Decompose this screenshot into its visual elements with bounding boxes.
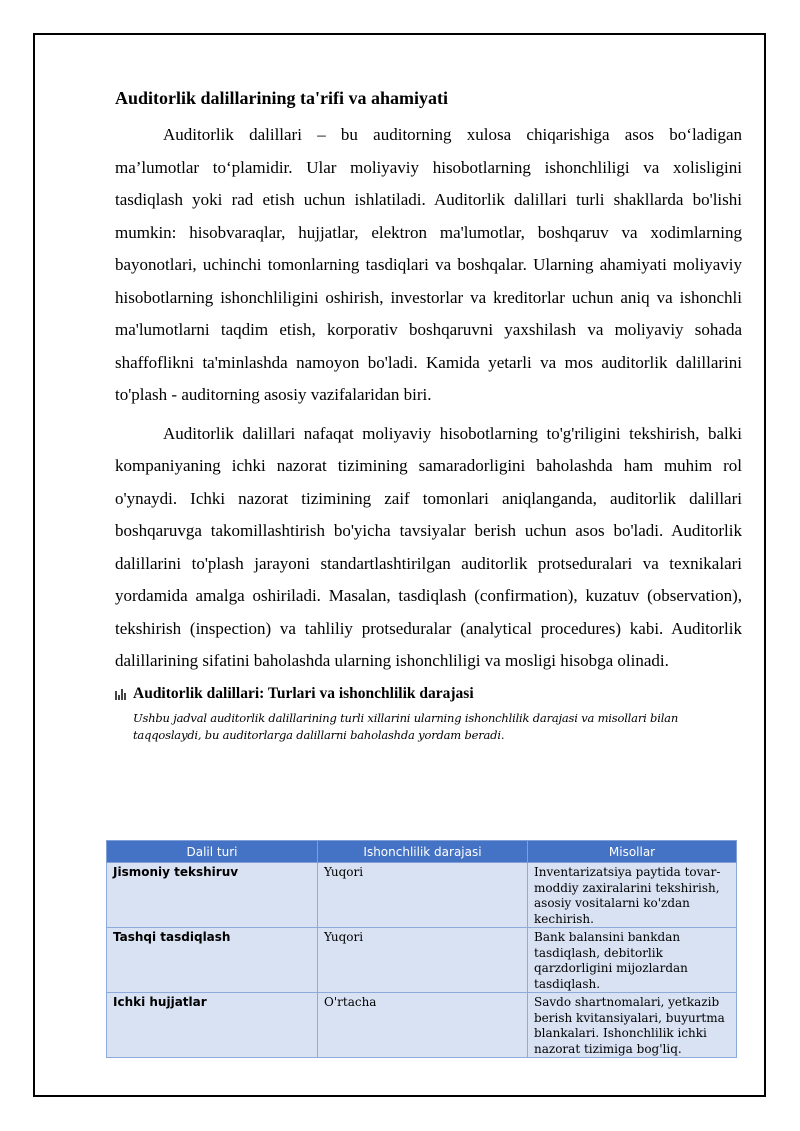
table-row: [107, 863, 737, 928]
table-section-title: [115, 684, 742, 704]
cell-level: Yuqori: [318, 928, 528, 993]
section-heading: Auditorlik dalillarining ta'rifi va ahamiyati: [115, 88, 449, 108]
cell-type: Tashqi tasdiqlash: [107, 928, 318, 993]
table-caption: Ushbu jadval auditorlik dalillarining turli xillarini ularning ishonchlilik darajasi va misollari bilan taqqoslaydi, bu auditorlarga dalillarni baholashda yordam beradi.: [133, 710, 679, 742]
bar-chart-icon: [115, 688, 127, 700]
document-body: [115, 83, 742, 744]
evidence-table: [106, 840, 737, 1058]
cell-level: O'rtacha: [318, 993, 528, 1058]
paragraph-2: Auditorlik dalillari nafaqat moliyaviy hisobotlarning to'g'riligini tekshirish, balki kompaniyaning ichki nazorat tizimining samaradorligini baholashda ham muhim rol o'ynaydi. Ichki nazorat tizimining zaif tomonlari aniqlanganda, auditorlik dalillari boshqaruvga takomillashtirish bo'yicha tavsiyalar berish uchun asos bo'ladi. Auditorlik dalillarini to'plash jarayoni standartlashtirilgan auditorlik protseduralari va texnikalari yordamida amalga oshiriladi. Masalan, tasdiqlash (confirmation), kuzatuv (observation), tekshirish (inspection) va tahliliy protseduralar (analytical procedures) kabi. Auditorlik dalillarining sifatini baholashda ularning ishonchliligi va mosligi hisobga olinadi.: [115, 423, 742, 670]
column-header-examples: Misollar: [528, 841, 737, 863]
table-row: [107, 928, 737, 993]
cell-examples: Inventarizatsiya paytida tovar-moddiy zaxiralarini tekshirish, asosiy vositalarni ko'zdan kechirish.: [528, 863, 737, 928]
cell-level: Yuqori: [318, 863, 528, 928]
cell-examples: Bank balansini bankdan tasdiqlash, debitorlik qarzdorligini mijozlardan tasdiqlash.: [528, 928, 737, 993]
paragraph-1: Auditorlik dalillari – bu auditorning xulosa chiqarishiga asos bo‘ladigan ma’lumotlar to‘plamidir. Ular moliyaviy hisobotlarning ishonchliligi va xolisligini tasdiqlash yoki rad etish uchun ishlatiladi. Auditorlik dalillari turli shakllarda bo'lishi mumkin: hisobvaraqlar, hujjatlar, elektron ma'lumotlar, boshqaruv va xodimlarning bayonotlari, uchinchi tomonlarning tasdiqlari va boshqalar. Ularning ahamiyati moliyaviy hisobotlarning ishonchliligini oshirish, investorlar va kreditorlar uchun aniq va ishonchli ma'lumotlarni taqdim etish, korporativ boshqaruvni yaxshilash va moliyaviy sohada shaffoflikni ta'minlashda namoyon bo'ladi. Kamida yetarli va mos auditorlik dalillarini to'plash - auditorning asosiy vazifalaridan biri.: [115, 125, 742, 404]
column-header-level: Ishonchlilik darajasi: [318, 841, 528, 863]
cell-type: Ichki hujjatlar: [107, 993, 318, 1058]
cell-type: Jismoniy tekshiruv: [107, 863, 318, 928]
table-header-row: [107, 841, 737, 863]
column-header-type: Dalil turi: [107, 841, 318, 863]
table-title-text: Auditorlik dalillari: Turlari va ishonchlilik darajasi: [133, 684, 474, 702]
table-row: [107, 993, 737, 1058]
cell-examples: Savdo shartnomalari, yetkazib berish kvitansiyalari, buyurtma blankalari. Ishonchlilik ichki nazorat tizimiga bog'liq.: [528, 993, 737, 1058]
